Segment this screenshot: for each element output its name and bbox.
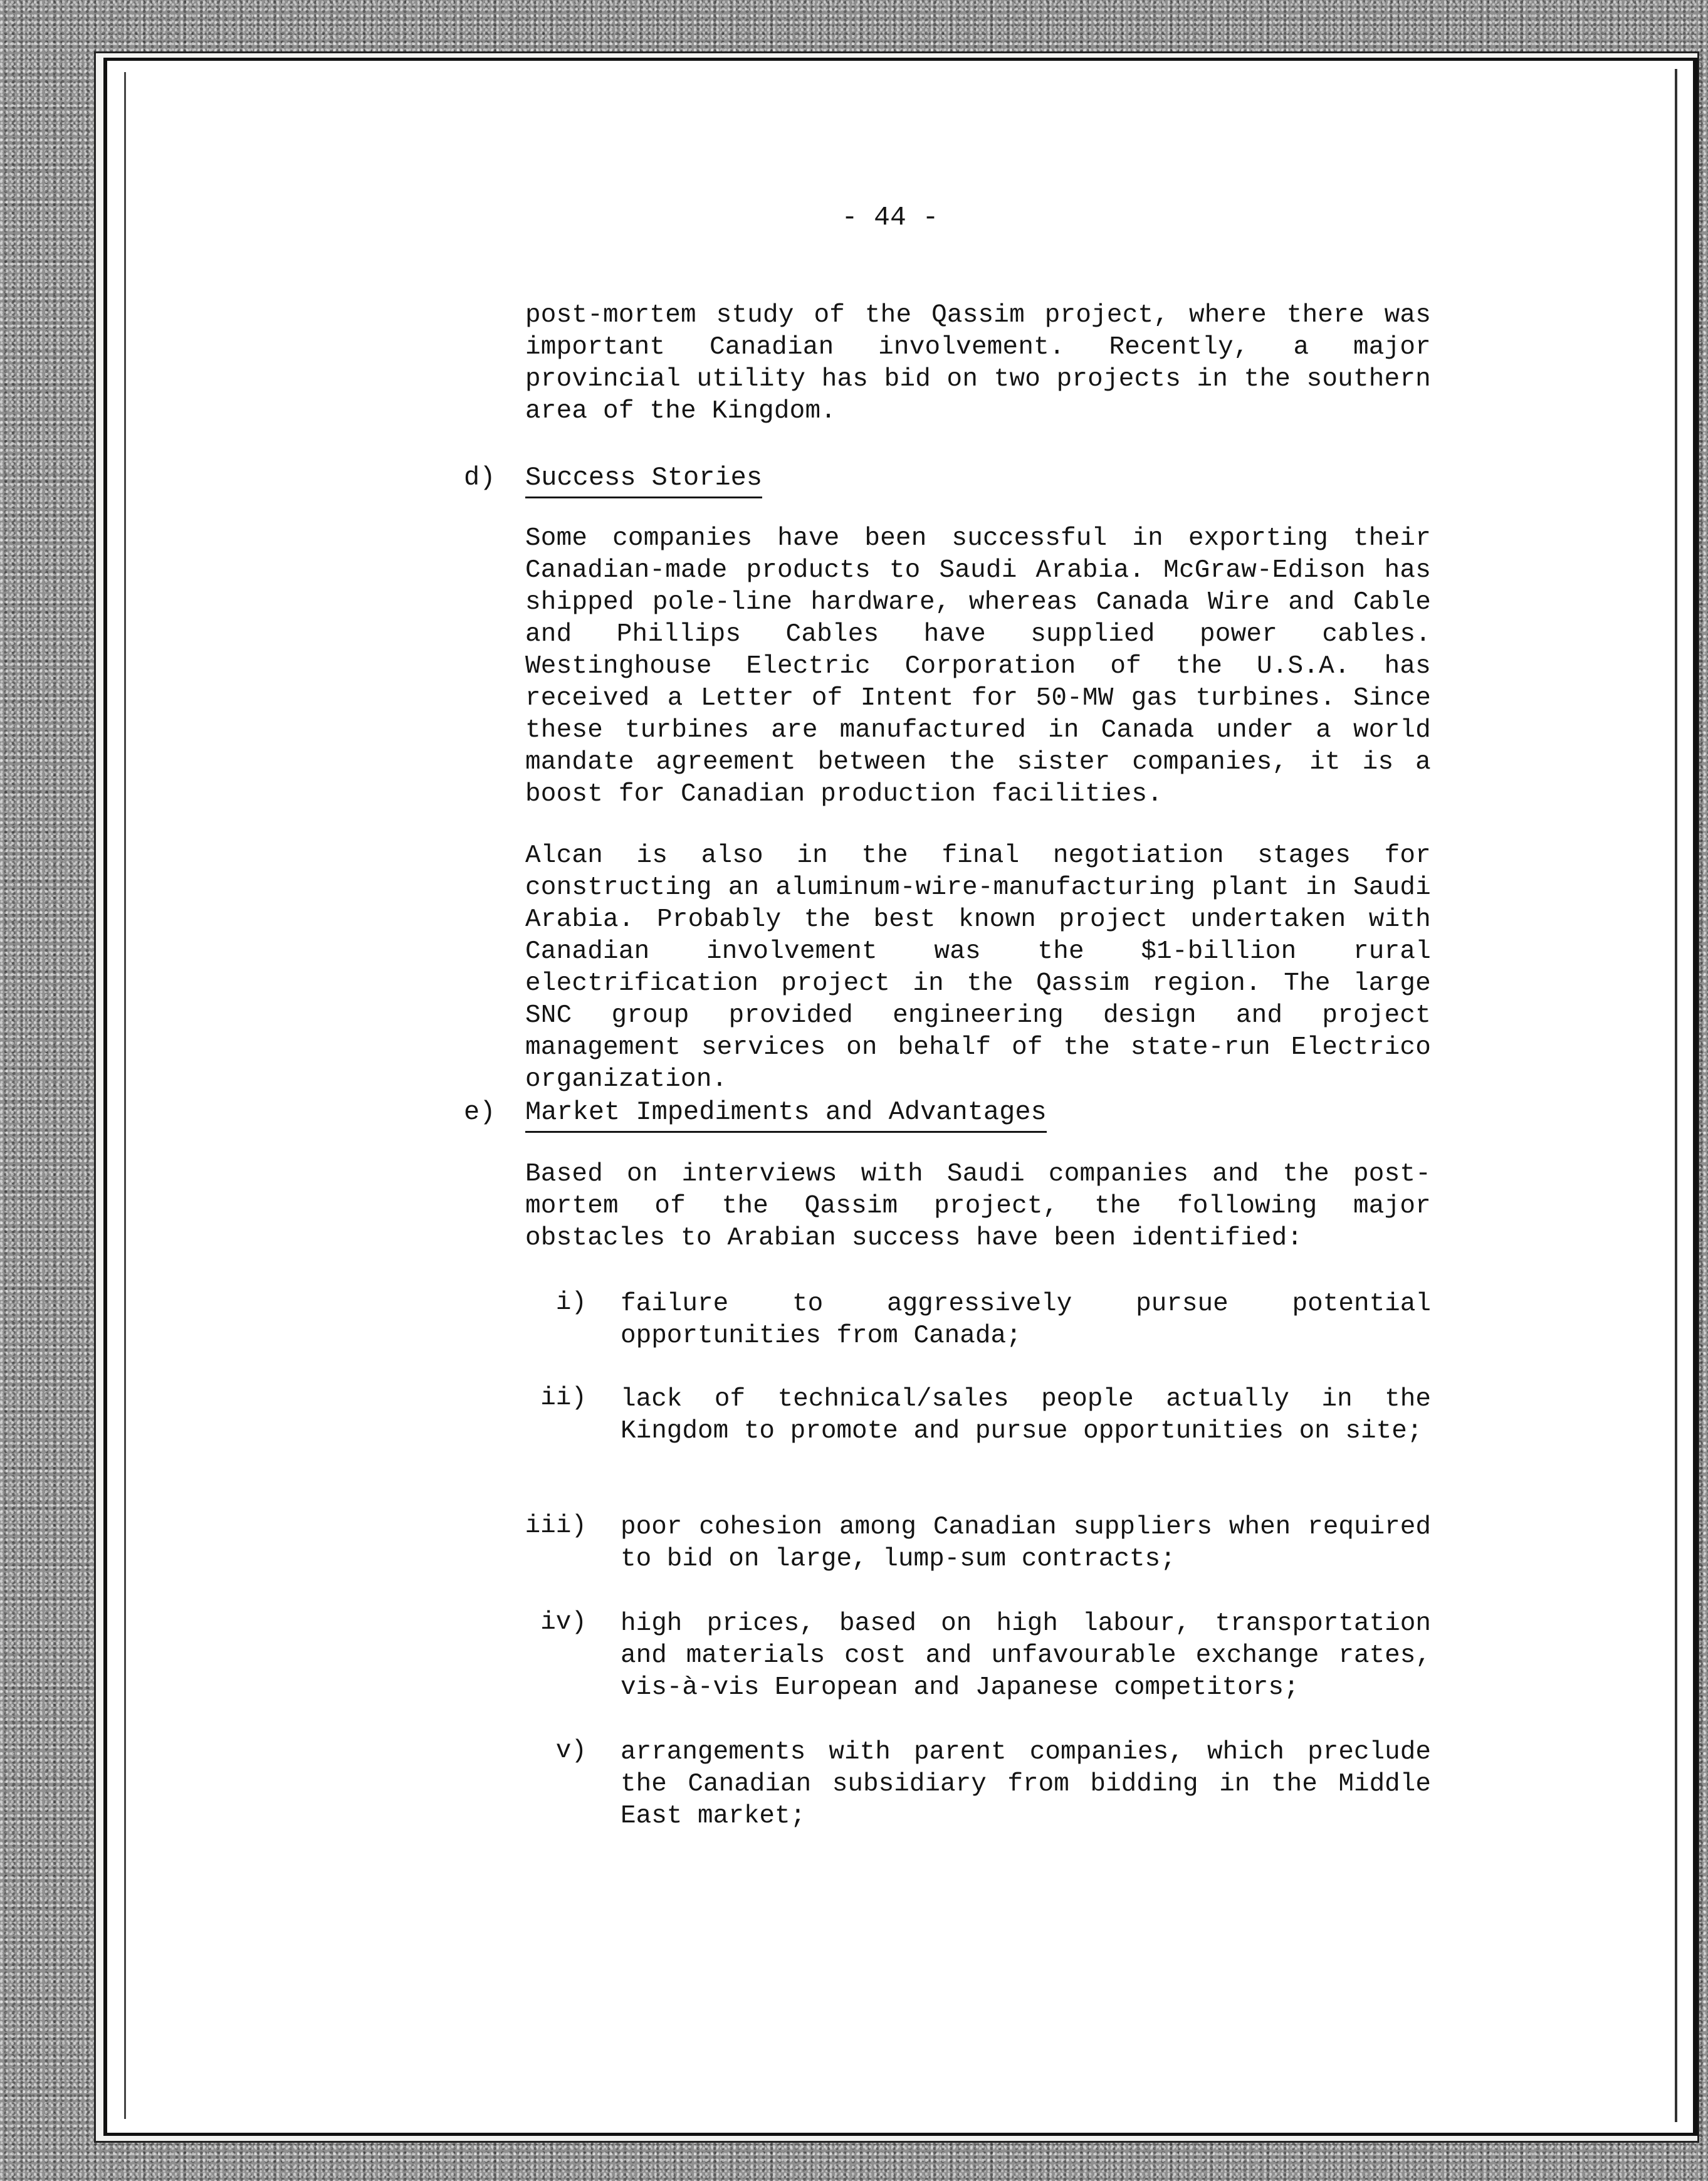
list-item-number: v)	[555, 1737, 587, 1765]
list-item-number: ii)	[540, 1384, 587, 1412]
list-item: failure to aggressively pursue potential opportunities from Canada;	[621, 1290, 1431, 1350]
section-d-paragraph-2: Alcan is also in the final negotiation stages for constructing an aluminum-wire-manufacturing plant in Saudi Arabia. Probably the best known project undertaken with Canadian involvement was the $1-billion rural electrification project in the Qassim region. The large SNC group provided engineering design and project management services on behalf of the state-run Electrico organization.	[525, 841, 1431, 1094]
section-e-intro: Based on interviews with Saudi companies and the post-mortem of the Qassim project, the following major obstacles to Arabian success have been identified:	[525, 1160, 1431, 1253]
list-item-number: iv)	[540, 1608, 587, 1637]
page-number: - 44 -	[841, 202, 939, 233]
section-d-paragraph-1: Some companies have been successful in exporting their Canadian-made products to Saudi Arabia. McGraw-Edison has shipped pole-line hardware, whereas Canada Wire and Cable and Phillips Cables have supplied power cables. Westinghouse Electric Corporation of the U.S.A. has received a Letter of Intent for 50-MW gas turbines. Since these turbines are manufactured in Canada under a world mandate agreement between the sister companies, it is a boost for Canadian production facilities.	[525, 524, 1431, 809]
list-item: lack of technical/sales people actually in the Kingdom to promote and pursue opportunities on site;	[621, 1385, 1431, 1446]
list-item-number: i)	[555, 1288, 587, 1317]
section-e-label: e)	[464, 1097, 496, 1127]
list-item: arrangements with parent companies, which preclude the Canadian subsidiary from bidding in the Middle East market;	[621, 1738, 1431, 1831]
list-item: poor cohesion among Canadian suppliers when required to bid on large, lump-sum contracts;	[621, 1513, 1431, 1574]
section-e-heading: Market Impediments and Advantages	[525, 1097, 1047, 1133]
list-item-number: iii)	[525, 1511, 587, 1540]
section-d-label: d)	[464, 463, 496, 493]
section-d-heading: Success Stories	[525, 463, 762, 498]
intro-paragraph: post-mortem study of the Qassim project, where there was important Canadian involvement. Recently, a major provincial utility has bid on two projects in the southern area of the Kingdom.	[525, 301, 1431, 426]
list-item: high prices, based on high labour, transportation and materials cost and unfavourable exchange rates, vis-à-vis European and Japanese competitors;	[621, 1609, 1431, 1702]
